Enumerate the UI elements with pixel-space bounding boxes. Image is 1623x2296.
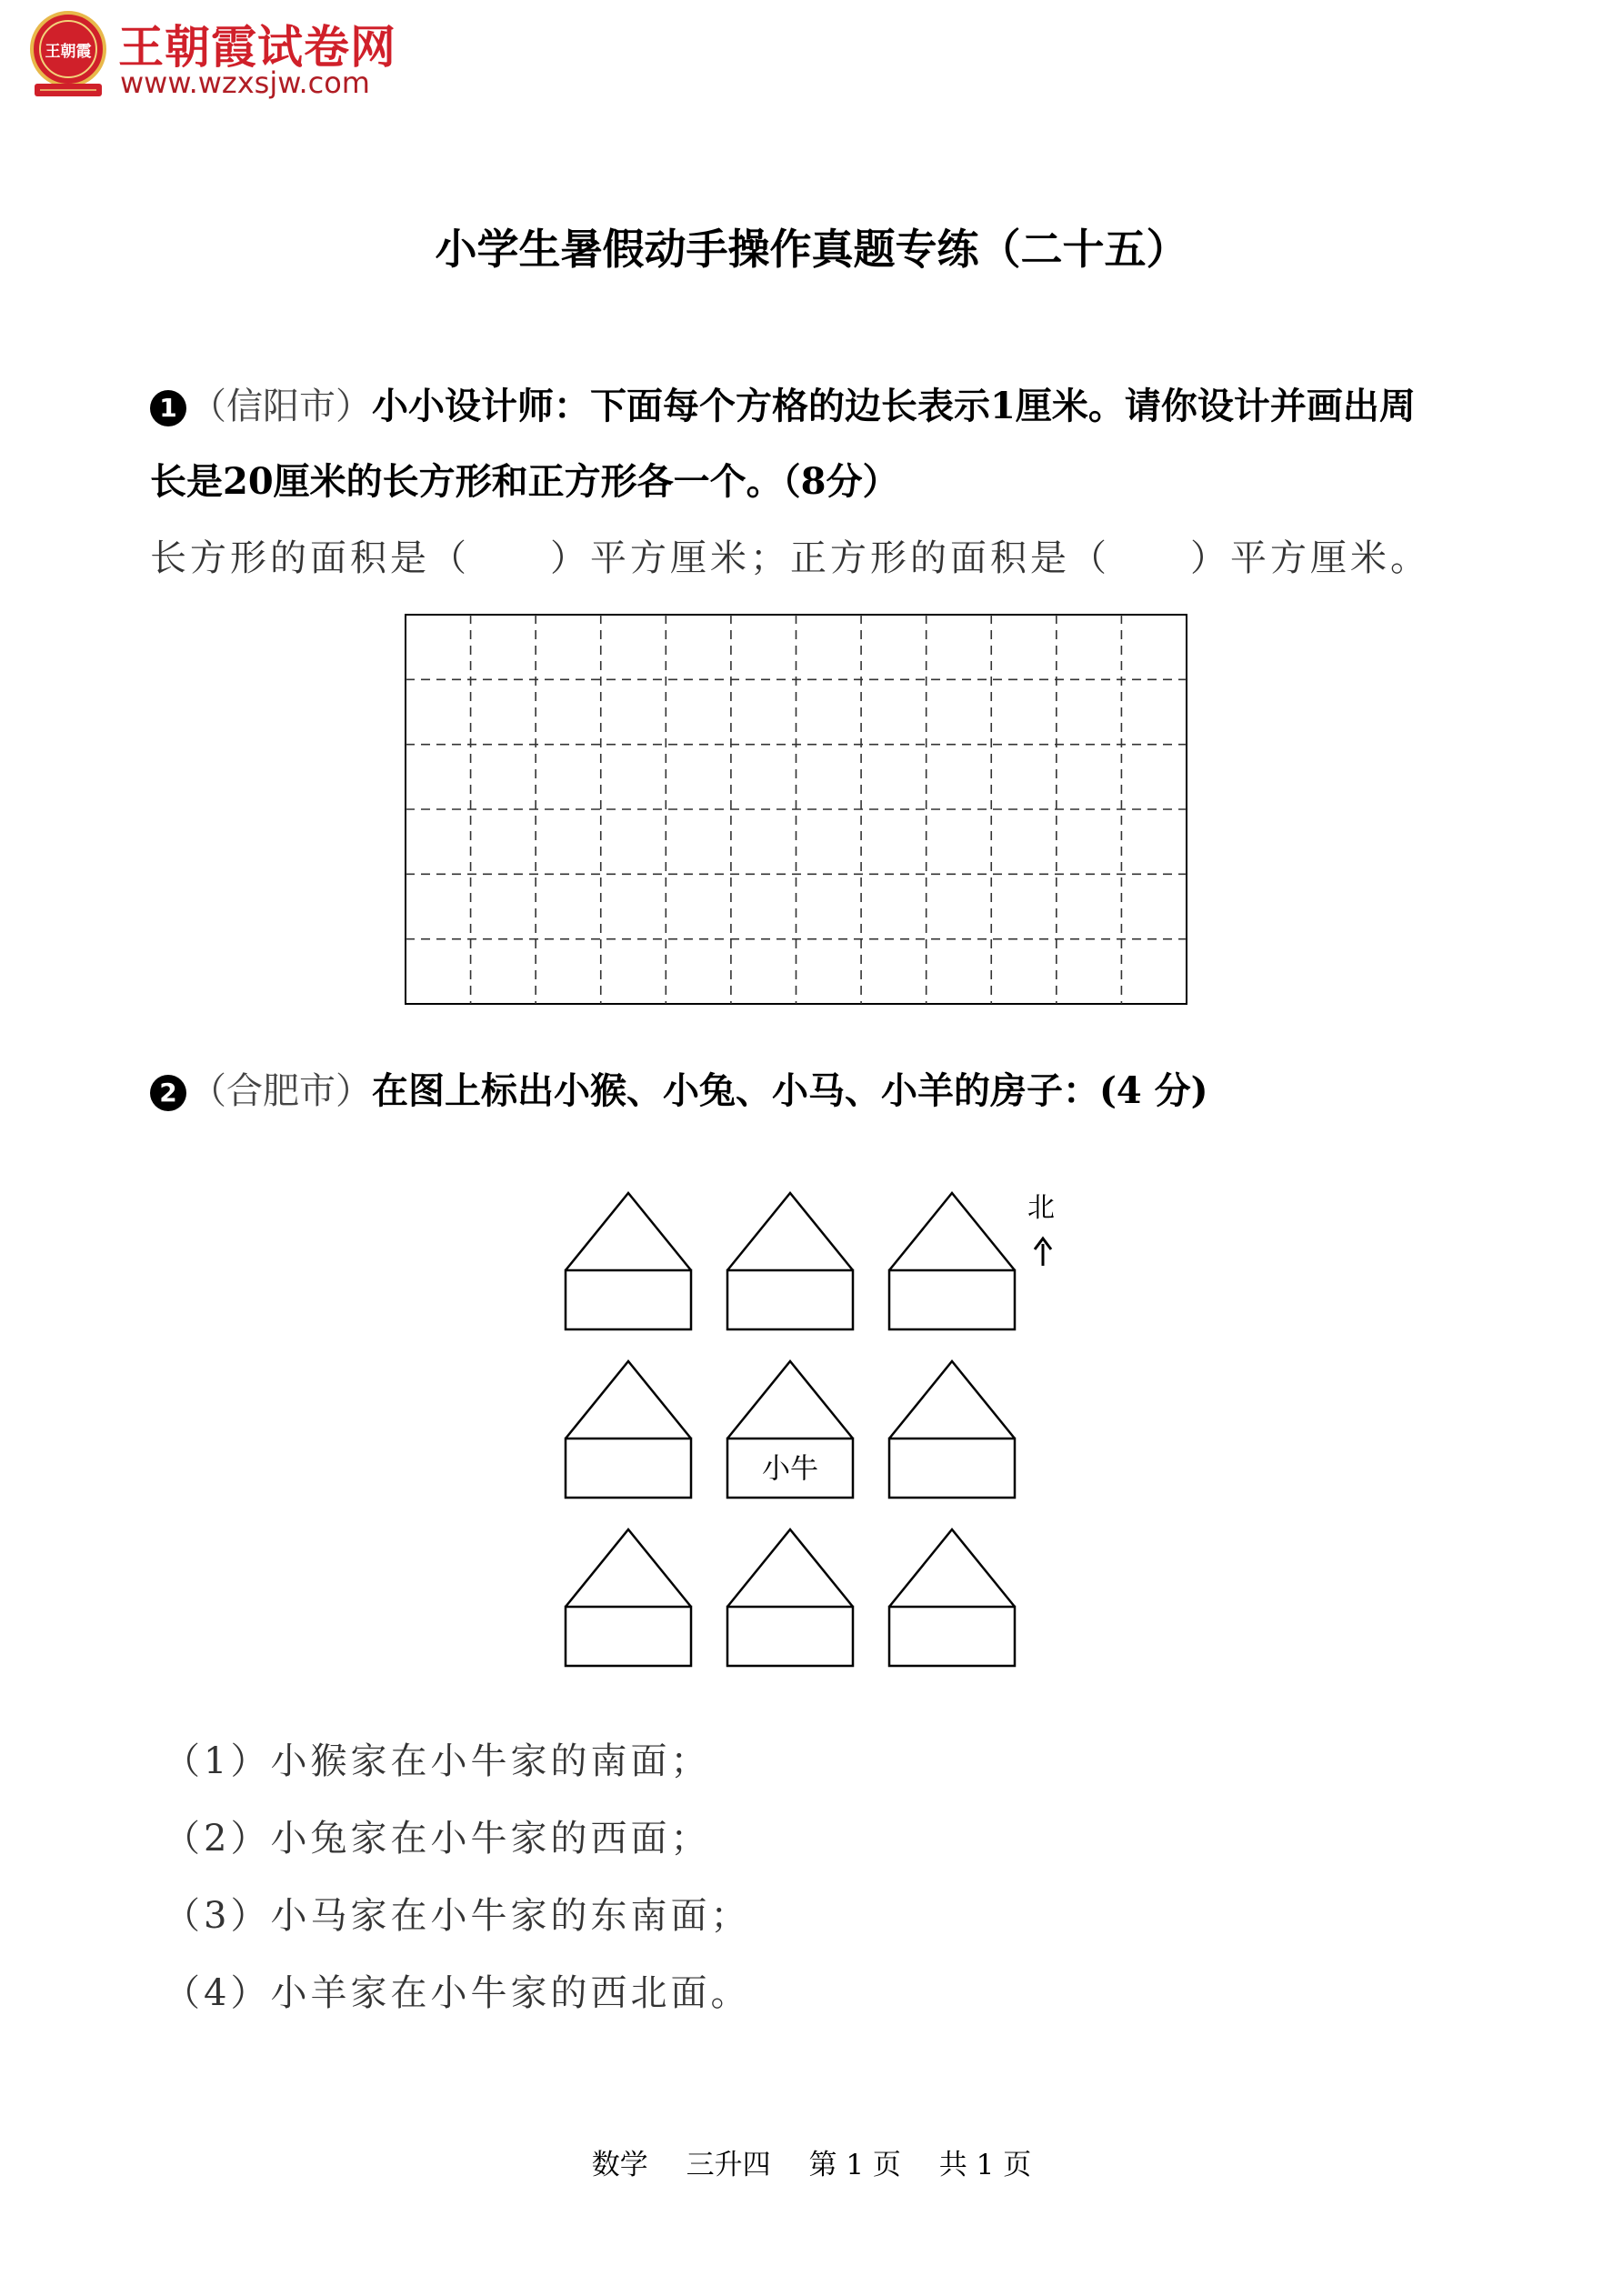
footer-total: 共 1 页 — [938, 2149, 1032, 2181]
houses-diagram — [564, 1191, 1073, 1700]
q2-text: 在图上标出小猴、小兔、小马、小羊的房子：(4 分) — [372, 1069, 1208, 1112]
house-2-3 — [889, 1361, 1015, 1498]
footer-subject: 数学 — [591, 2149, 648, 2181]
page-title: 小学生暑假动手操作真题专练（二十五） — [435, 225, 1188, 274]
house-body — [889, 1607, 1015, 1666]
house-3-3 — [889, 1529, 1015, 1666]
north-arrow-icon — [1035, 1238, 1051, 1266]
house-3-2 — [727, 1529, 853, 1666]
house-body — [566, 1270, 691, 1329]
center-house-label: 小牛 — [762, 1452, 818, 1486]
house-body — [566, 1439, 691, 1498]
house-body — [566, 1607, 691, 1666]
q2-item-4: （4）小羊家在小牛家的西北面。 — [164, 1972, 751, 2014]
q1-source: （信阳市） — [190, 386, 372, 427]
house-roof — [727, 1529, 853, 1607]
q2-item-3: （3）小马家在小牛家的东南面； — [164, 1895, 751, 1937]
house-2-2 — [727, 1361, 853, 1498]
house-1-1 — [566, 1193, 691, 1329]
house-body — [727, 1607, 853, 1666]
house-roof — [566, 1529, 691, 1607]
q1-blanks-line: 长方形的面积是（ ）平方厘米；正方形的面积是（ ）平方厘米。 — [150, 537, 1430, 579]
house-3-1 — [566, 1529, 691, 1666]
q2-line — [150, 1062, 1208, 1114]
logo-url: www.wzxsjw.com — [120, 65, 370, 100]
q2-item-2: （2）小兔家在小牛家的西面； — [164, 1818, 711, 1860]
house-roof — [727, 1193, 853, 1270]
logo-name: 王朝霞试卷网 — [118, 21, 396, 74]
q1-number-badge: 1 — [150, 390, 186, 426]
house-body — [889, 1439, 1015, 1498]
q1-line-1 — [150, 377, 1416, 429]
house-roof — [566, 1361, 691, 1439]
footer-grade: 三升四 — [686, 2149, 771, 2181]
q2-number-badge: 2 — [150, 1075, 186, 1111]
north-label: 北 — [1027, 1192, 1055, 1224]
logo-seal-icon — [27, 11, 109, 102]
logo-seal-text: 王朝霞 — [45, 43, 92, 61]
q1-text-line-2: 长是20厘米的长方形和正方形各一个。（8分） — [150, 460, 899, 503]
house-body — [889, 1270, 1015, 1329]
q2-item-1: （1）小猴家在小牛家的南面； — [164, 1740, 711, 1782]
house-body — [727, 1270, 853, 1329]
house-roof — [566, 1193, 691, 1270]
house-roof — [889, 1529, 1015, 1607]
square-grid — [405, 614, 1187, 1005]
q1-text-line-1: 小小设计师：下面每个方格的边长表示1厘米。请你设计并画出周 — [372, 385, 1416, 427]
house-2-1 — [566, 1361, 691, 1498]
house-1-3 — [889, 1193, 1015, 1329]
site-logo — [27, 11, 409, 111]
house-roof — [727, 1361, 853, 1439]
page-footer — [0, 2141, 1623, 2182]
house-1-2 — [727, 1193, 853, 1329]
q2-source: （合肥市） — [190, 1070, 372, 1112]
footer-page: 第 1 页 — [808, 2149, 901, 2181]
house-roof — [889, 1361, 1015, 1439]
house-roof — [889, 1193, 1015, 1270]
